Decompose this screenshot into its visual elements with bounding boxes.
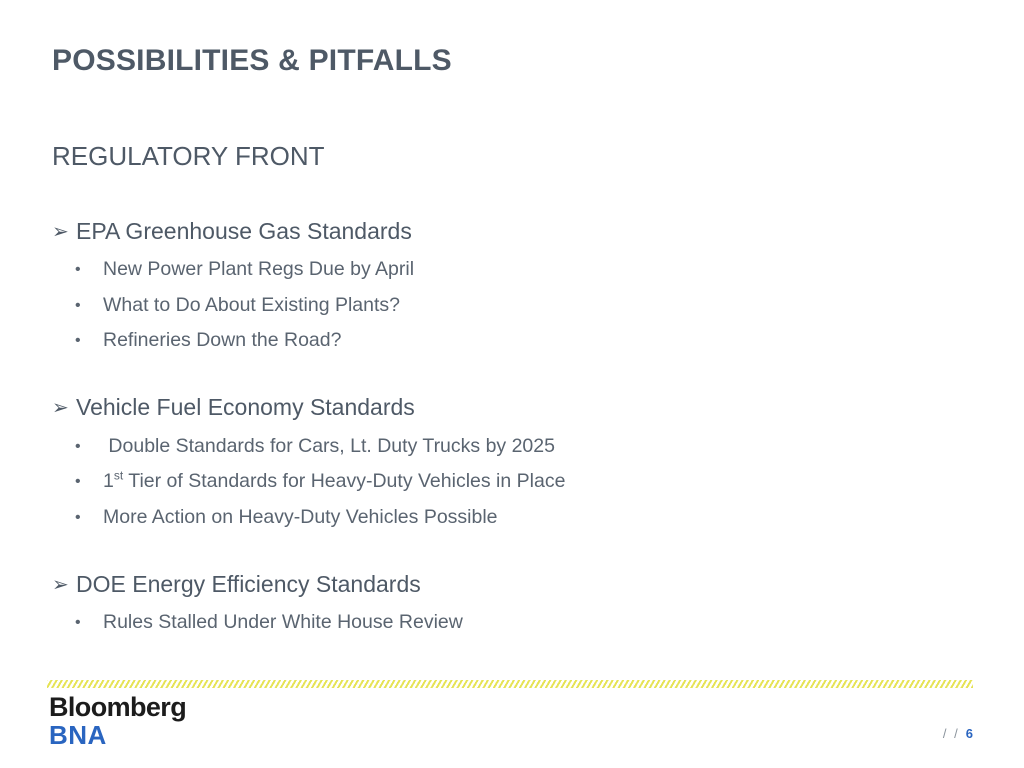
list-item <box>52 464 972 500</box>
sub-bullet-list <box>52 605 972 641</box>
list-item <box>52 500 972 536</box>
list-item-text: Refineries Down the Road? <box>103 329 342 351</box>
logo-wordmark-bloomberg: Bloomberg <box>49 692 187 722</box>
list-item-text: Rules Stalled Under White House Review <box>103 611 463 633</box>
section-heading-text: EPA Greenhouse Gas Standards <box>76 217 412 244</box>
sub-bullet-list <box>52 252 972 359</box>
list-item <box>52 429 972 465</box>
list-item <box>52 252 972 288</box>
dot-bullet-icon: • <box>75 473 81 490</box>
ordinal-superscript: st <box>113 468 124 483</box>
hatched-divider <box>47 680 973 688</box>
section-heading-text: Vehicle Fuel Economy Standards <box>76 394 415 420</box>
list-item-text: New Power Plant Regs Due by April <box>103 258 415 280</box>
slide-subtitle: REGULATORY FRONT <box>52 141 325 171</box>
section-doe <box>52 569 972 641</box>
list-item-prefix: 1 <box>103 470 114 492</box>
list-item-text: More Action on Heavy-Duty Vehicles Possible <box>103 505 498 528</box>
list-item <box>52 605 972 641</box>
dot-bullet-icon: • <box>75 437 81 455</box>
section-heading <box>52 393 972 423</box>
arrow-bullet-icon: ➢ <box>52 220 69 243</box>
dot-bullet-icon: • <box>75 332 81 349</box>
page-number-value: 6 <box>965 726 973 741</box>
page-separator: / / <box>942 726 960 741</box>
arrow-bullet-icon: ➢ <box>52 573 69 596</box>
arrow-bullet-icon: ➢ <box>52 397 69 419</box>
dot-bullet-icon: • <box>75 261 81 278</box>
list-item <box>52 288 972 324</box>
page-number <box>943 726 973 741</box>
bullet-sections <box>52 216 972 675</box>
bloomberg-bna-logo <box>49 694 186 748</box>
section-heading <box>52 216 972 246</box>
section-heading-text: DOE Energy Efficiency Standards <box>76 570 421 597</box>
logo-wordmark-bna: BNA <box>49 720 107 750</box>
dot-bullet-icon: • <box>75 296 81 314</box>
slide-title: POSSIBILITIES & PITFALLS <box>52 44 452 77</box>
section-heading <box>52 569 972 599</box>
section-vehicle <box>52 393 972 536</box>
section-epa <box>52 216 972 359</box>
list-item-text: What to Do About Existing Plants? <box>103 293 400 316</box>
dot-bullet-icon: • <box>75 508 81 526</box>
list-item-text: Tier of Standards for Heavy-Duty Vehicles in Place <box>123 470 566 492</box>
list-item <box>52 323 972 359</box>
list-item-text: Double Standards for Cars, Lt. Duty Trucks by 2025 <box>103 434 555 457</box>
dot-bullet-icon: • <box>75 614 81 631</box>
sub-bullet-list <box>52 429 972 536</box>
